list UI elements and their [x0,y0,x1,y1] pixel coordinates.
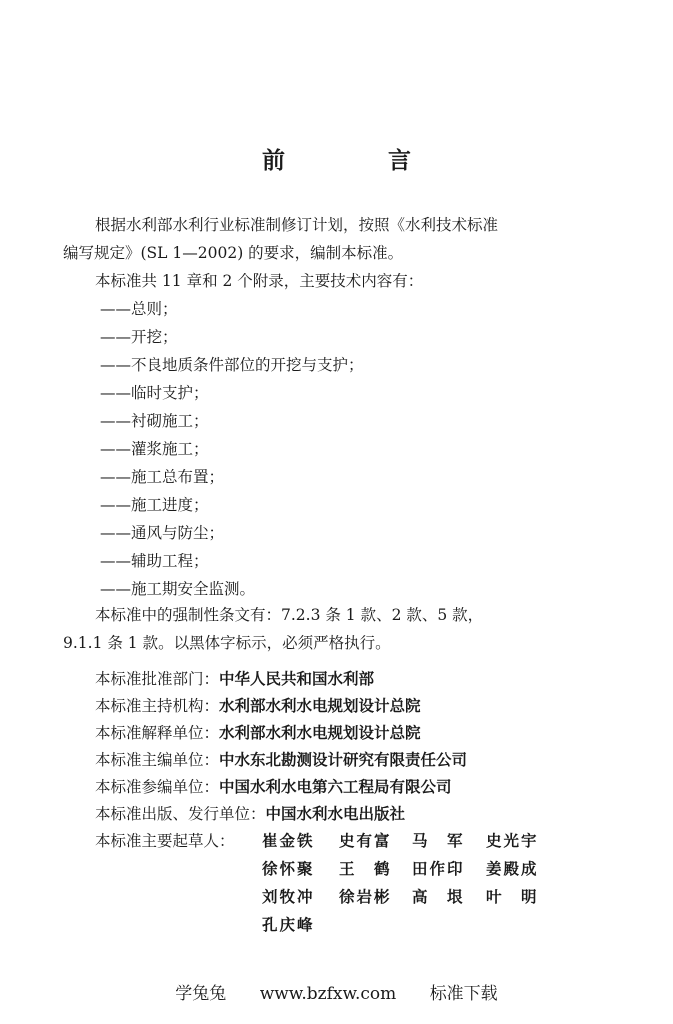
info-row-chief-editor [95,749,467,771]
footer-tagline: 标准下载 [429,984,498,1004]
list-item: ——衬砌施工； [100,412,209,430]
list-item: ——临时支护； [100,384,209,402]
drafter-name: 王 鹤 [339,860,392,878]
intro-line-2: 编写规定》(SL 1—2002) 的要求，编制本标准。 [63,244,404,262]
drafter-name: 叶 明 [486,888,539,906]
list-item: ——施工总布置； [100,468,225,486]
info-label: 本标准批准部门： [95,670,220,688]
info-label: 本标准主编单位： [95,751,220,769]
drafters-label: 本标准主要起草人： [95,832,235,850]
info-label: 本标准解释单位： [95,724,220,742]
list-item: ——施工进度； [100,496,209,514]
info-row-approval [95,668,374,690]
mandatory-line-1: 本标准中的强制性条文有：7.2.3 条 1 款、2 款、5 款， [95,606,484,624]
drafter-name: 徐岩彬 [339,888,392,906]
drafter-name: 姜殿成 [486,860,539,878]
info-value: 水利部水利水电规划设计总院 [219,697,421,715]
drafter-name: 马 军 [412,832,465,850]
info-value: 中水东北勘测设计研究有限责任公司 [219,751,468,769]
drafter-name: 徐怀聚 [262,860,315,878]
info-value: 中华人民共和国水利部 [219,670,375,688]
info-value: 水利部水利水电规划设计总院 [219,724,421,742]
info-row-host [95,695,421,717]
footer-watermark [0,982,673,1006]
info-value: 中国水利水电第六工程局有限公司 [219,778,452,796]
list-item: ——总则； [100,300,178,318]
intro-line-1: 根据水利部水利行业标准制修订计划，按照《水利技术标准 [95,216,499,234]
list-item: ——开挖； [100,328,178,346]
info-label: 本标准出版、发行单位： [95,805,266,823]
info-row-participating [95,776,452,798]
info-value: 中国水利水电出版社 [265,805,406,823]
list-item: ——不良地质条件部位的开挖与支护； [100,356,364,374]
page-title: 前 言 [262,148,451,174]
list-item: ——通风与防尘； [100,524,225,542]
info-row-publisher [95,803,405,825]
drafter-name: 孔庆峰 [262,916,315,934]
intro-line-3: 本标准共 11 章和 2 个附录，主要技术内容有： [95,272,424,290]
list-item: ——施工期安全监测。 [100,580,256,598]
drafter-name: 高 垠 [412,888,465,906]
drafter-name: 刘牧冲 [262,888,315,906]
footer-url[interactable]: www.bzfxw.com [259,984,397,1004]
info-label: 本标准参编单位： [95,778,220,796]
footer-brand: 学兔兔 [175,984,227,1004]
info-row-interpretation [95,722,421,744]
info-label: 本标准主持机构： [95,697,220,715]
drafter-name: 史有富 [339,832,392,850]
drafter-name: 田作印 [412,860,465,878]
drafter-name: 史光宇 [486,832,539,850]
drafter-name: 崔金铁 [262,832,315,850]
list-item: ——灌浆施工； [100,440,209,458]
mandatory-line-2: 9.1.1 条 1 款。以黑体字标示，必须严格执行。 [63,634,391,652]
list-item: ——辅助工程； [100,552,209,570]
